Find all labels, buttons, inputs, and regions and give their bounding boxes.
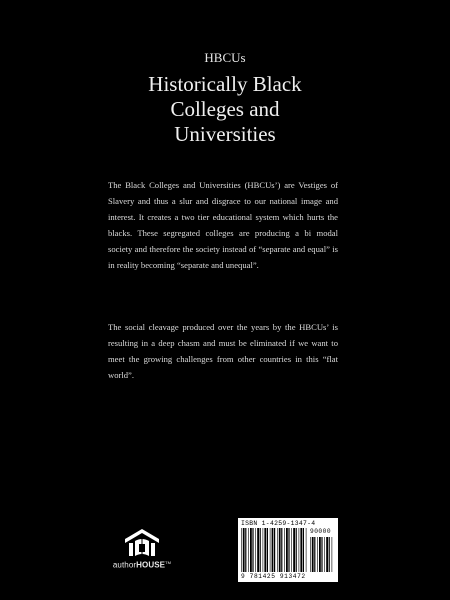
title-line: Historically Black — [148, 72, 302, 96]
barcode-bar — [329, 537, 330, 572]
house-book-icon — [122, 527, 162, 559]
barcode-bar — [300, 528, 302, 572]
barcode-bar — [277, 528, 278, 572]
barcode-bar — [245, 528, 246, 572]
barcode-bar — [310, 537, 311, 572]
barcode-bar — [319, 537, 321, 572]
barcode-bar — [306, 528, 307, 572]
barcode-bar — [281, 528, 282, 572]
authorhouse-logo-icon — [112, 527, 172, 579]
barcode-bar — [250, 528, 252, 572]
ean-digits: 9 781425 913472 — [241, 573, 306, 580]
cover-title — [0, 72, 450, 147]
barcode-bar — [274, 528, 275, 572]
blurb-paragraph: The Black Colleges and Universities (HBCUs’) are Vestiges of Slavery and thus a slur and disgrace to our national image and interest. It creates a two tier educational system which hurts the blacks. These segregated colleges are producing a bi modal society and therefore the society instead of “separate and equal” is in reality becoming “separate and unequal”. — [108, 180, 338, 270]
barcode-bar — [286, 528, 288, 572]
barcode-bar — [321, 537, 322, 572]
barcode-bar — [326, 537, 328, 572]
barcode-bar — [293, 528, 295, 572]
barcode-bar — [284, 528, 285, 572]
barcode-bar — [291, 528, 292, 572]
barcode-bar — [255, 528, 256, 572]
barcode-bar — [267, 528, 268, 572]
isbn-barcode — [238, 518, 338, 582]
barcode-bar — [260, 528, 261, 572]
cover-kicker: HBCUs — [204, 50, 246, 65]
blurb-paragraph: The social cleavage produced over the years by the HBCUs’ is resulting in a deep chasm and must be eliminated if we want to meet the growing challenges from other countries in this “flat world”. — [108, 322, 338, 380]
ean-barcode-bars — [241, 528, 307, 572]
barcode-bar — [317, 537, 318, 572]
barcode-bar — [324, 537, 325, 572]
barcode-bar — [243, 528, 245, 572]
barcode-bar — [270, 528, 271, 572]
barcode-bar — [332, 537, 333, 572]
price-code-text: 90000 — [310, 528, 332, 535]
barcode-bar — [288, 528, 289, 572]
barcode-bar — [279, 528, 281, 572]
barcode-bar — [264, 528, 266, 572]
barcode-bar — [299, 528, 300, 572]
barcode-bar — [241, 528, 242, 572]
publisher-name: authorHOUSE™ — [112, 560, 172, 570]
barcode-bar — [252, 528, 253, 572]
barcode-bar — [263, 528, 264, 572]
barcode-bar — [248, 528, 249, 572]
title-line: Universities — [174, 122, 276, 146]
barcode-bar — [257, 528, 259, 572]
barcode-bar — [314, 537, 315, 572]
barcode-bar — [312, 537, 314, 572]
barcode-bar — [296, 528, 297, 572]
isbn-text: ISBN 1-4259-1347-4 — [241, 520, 316, 527]
barcode-bar — [272, 528, 274, 572]
price-barcode-bars — [310, 537, 334, 572]
title-line: Colleges and — [170, 97, 280, 121]
barcode-bar — [303, 528, 304, 572]
